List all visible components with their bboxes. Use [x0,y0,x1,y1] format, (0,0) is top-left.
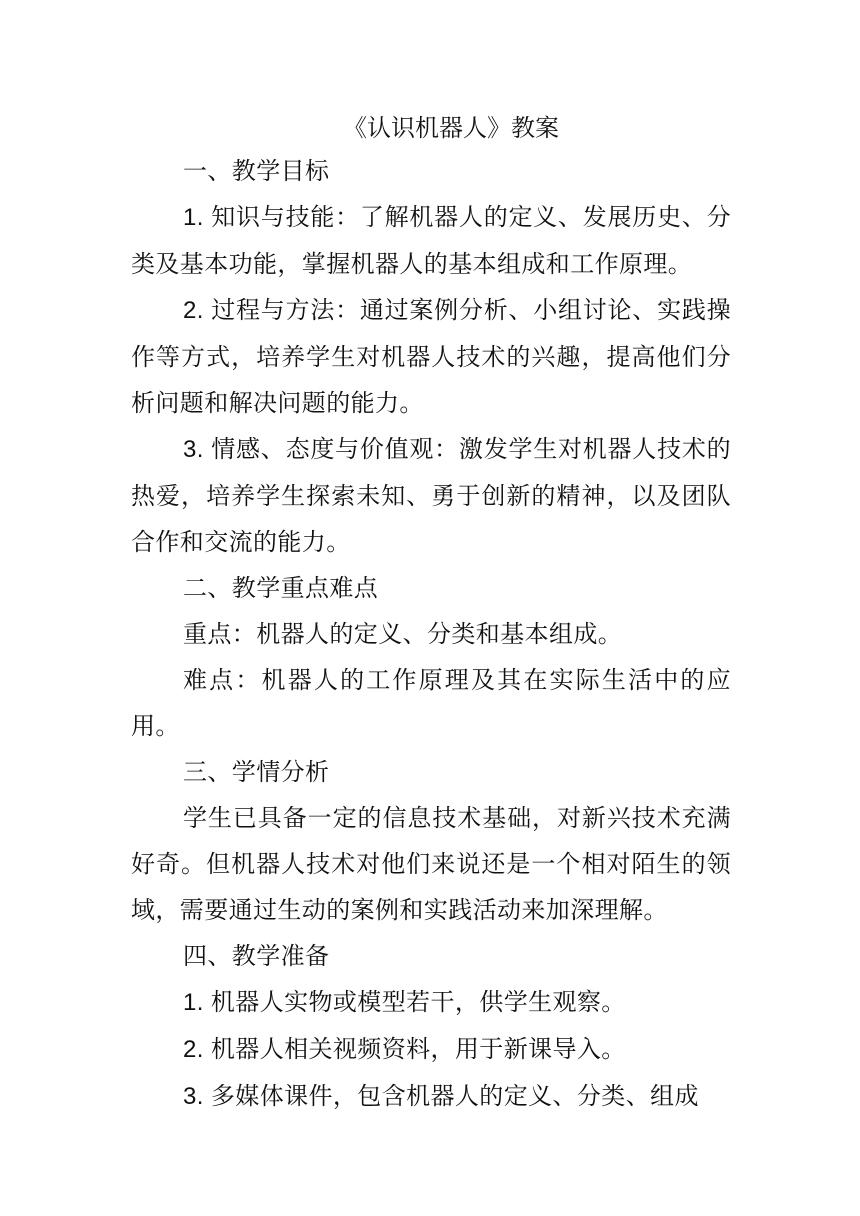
objective-paragraph-1 [131,194,731,287]
list-number: 2. [183,297,212,324]
list-number: 3. [183,1083,211,1110]
paragraph-text: 知识与技能：了解机器人的定义、发展历史、分类及基本功能，掌握机器人的基本组成和工作原理。 [131,203,732,278]
section-heading-key-points: 二、教学重点难点 [183,574,379,602]
section-heading-student-analysis: 三、学情分析 [183,758,330,786]
objective-paragraph-3 [131,426,731,565]
section-heading-objectives: 一、教学目标 [183,157,330,185]
document-page [131,108,731,1120]
list-number: 3. [183,436,212,463]
paragraph-text: 机器人相关视频资料，用于新课导入。 [210,1035,626,1063]
paragraph-text: 多媒体课件，包含机器人的定义、分类、组成 [210,1082,699,1110]
list-number: 1. [183,204,212,231]
list-number: 2. [183,1036,211,1063]
list-number: 1. [183,989,211,1016]
key-point-paragraph: 重点：机器人的定义、分类和基本组成。 [183,620,623,648]
student-analysis-paragraph: 学生已具备一定的信息技术基础，对新兴技术充满好奇。但机器人技术对他们来说还是一个相对陌生的领域，需要通过生动的案例和实践活动来加深理解。 [131,804,731,924]
preparation-paragraph-1 [131,979,731,1026]
paragraph-text: 机器人实物或模型若干，供学生观察。 [210,988,626,1016]
document-title: 《认识机器人》教案 [343,114,559,142]
paragraph-text: 情感、态度与价值观：激发学生对机器人技术的热爱，培养学生探索未知、勇于创新的精神，以及团队合作和交流的能力。 [131,435,732,556]
preparation-paragraph-3 [131,1073,731,1120]
section-heading-preparation: 四、教学准备 [183,942,330,970]
preparation-paragraph-2 [131,1026,731,1073]
objective-paragraph-2 [131,287,731,426]
difficulty-paragraph: 难点：机器人的工作原理及其在实际生活中的应用。 [131,666,731,740]
paragraph-text: 过程与方法：通过案例分析、小组讨论、实践操作等方式，培养学生对机器人技术的兴趣，提高他们分析问题和解决问题的能力。 [131,296,732,417]
